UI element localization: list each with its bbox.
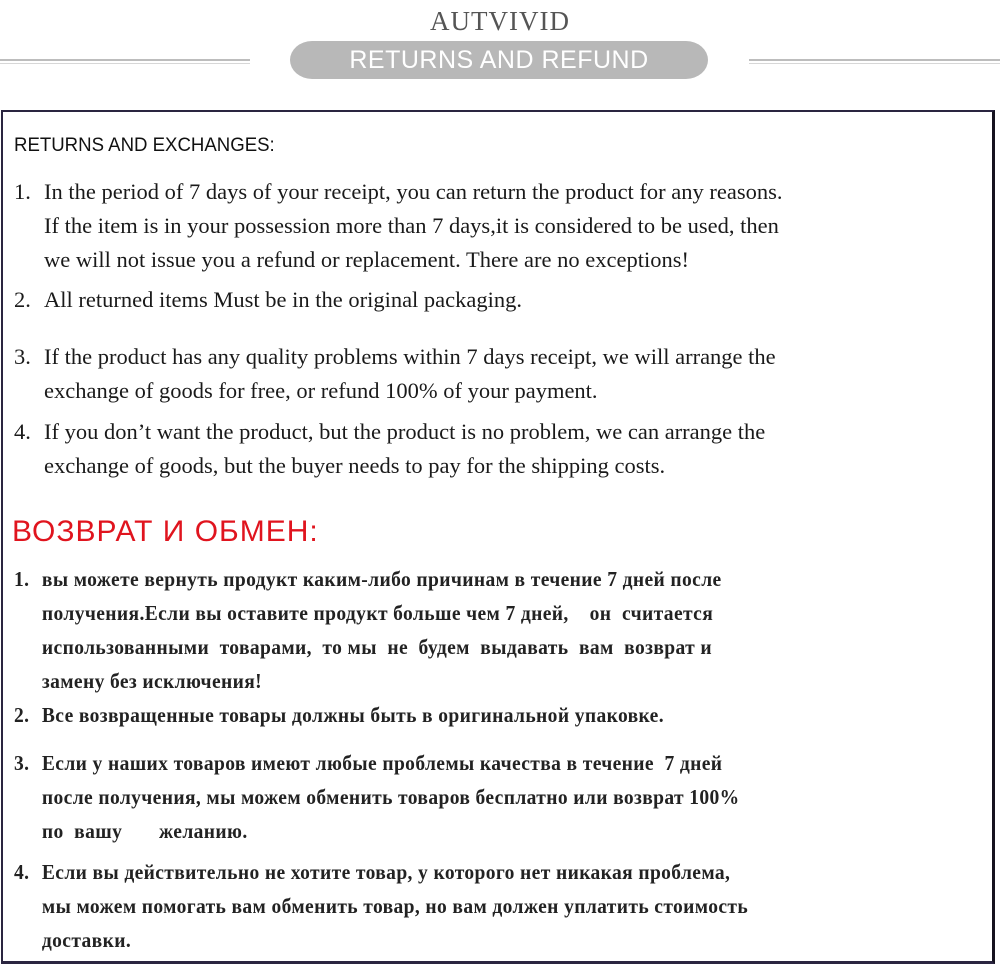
item-text: по вашу желанию. <box>41 819 248 843</box>
item-text: после получения, мы можем обменить товаров бесплатно или возврат 100% <box>41 785 740 809</box>
item-number: 1. <box>14 567 30 591</box>
item-number: 1. <box>14 179 31 204</box>
item-text: If the item is in your possession more than 7 days,it is considered to be used, then <box>44 213 779 238</box>
item-number: 2. <box>14 703 30 727</box>
item-text: вы можете вернуть продукт каким-либо причинам в течение 7 дней после <box>41 567 722 591</box>
english-item-1 <box>14 175 783 277</box>
item-text: exchange of goods for free, or refund 100% of your payment. <box>44 378 598 403</box>
item-number: 4. <box>14 860 30 884</box>
item-number: 3. <box>14 344 31 369</box>
item-number: 4. <box>14 419 31 444</box>
item-text: получения.Если вы оставите продукт больше чем 7 дней, он считается <box>41 601 714 625</box>
item-number: 3. <box>14 751 30 775</box>
banner-title: RETURNS AND REFUND <box>349 46 649 74</box>
item-text: In the period of 7 days of your receipt, you can return the product for any reasons. <box>44 179 783 204</box>
title-banner <box>290 41 708 79</box>
english-item-3 <box>14 340 776 408</box>
item-text: If the product has any quality problems within 7 days receipt, we will arrange the <box>44 344 776 369</box>
item-text: All returned items Must be in the original packaging. <box>44 287 523 312</box>
item-text: Все возвращенные товары должны быть в оригинальной упаковке. <box>41 703 664 727</box>
brand-logo: AUTVIVID <box>430 6 570 36</box>
english-section-heading: RETURNS AND EXCHANGES: <box>14 135 275 156</box>
decorative-rule-right <box>749 59 1000 64</box>
decorative-rule-left <box>0 59 250 64</box>
russian-item-4 <box>14 855 748 957</box>
item-text: we will not issue you a refund or replacement. There are no exceptions! <box>44 247 689 272</box>
item-text: Если у наших товаров имеют любые проблемы качества в течение 7 дней <box>41 751 723 775</box>
item-text: мы можем помогать вам обменить товар, но вам должен уплатить стоимость <box>41 894 749 918</box>
russian-item-2 <box>14 698 664 732</box>
russian-item-1 <box>14 562 722 698</box>
russian-section-heading: ВОЗВРАТ И ОБМЕН: <box>12 515 319 548</box>
english-item-2 <box>14 283 522 317</box>
item-text: Если вы действительно не хотите товар, у которого нет никакая проблема, <box>41 860 731 884</box>
item-text: замену без исключения! <box>41 669 263 693</box>
item-text: If you don’t want the product, but the product is no problem, we can arrange the <box>44 419 766 444</box>
item-number: 2. <box>14 287 31 312</box>
item-text: использованными товарами, то мы не будем выдавать вам возврат и <box>41 635 712 659</box>
english-item-4 <box>14 415 765 483</box>
item-text: доставки. <box>41 928 132 952</box>
russian-item-3 <box>14 746 740 848</box>
item-text: exchange of goods, but the buyer needs to pay for the shipping costs. <box>44 453 666 478</box>
